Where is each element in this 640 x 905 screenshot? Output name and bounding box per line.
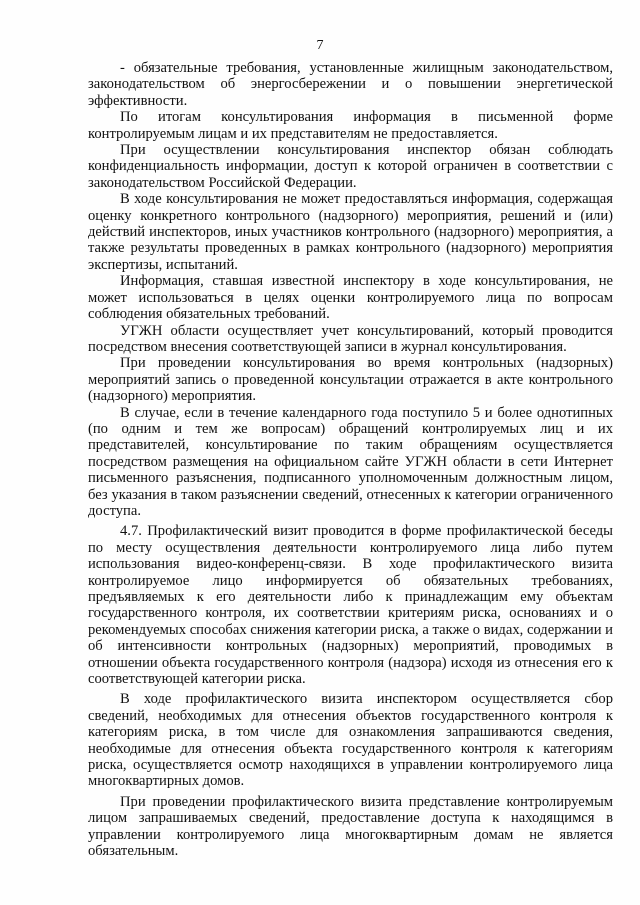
paragraph-confidentiality: При осуществлении консультирования инспектор обязан соблюдать конфиденциальность информации, доступ к которой ограничен в соответствии с законодательством Российской Федерации. bbox=[88, 142, 613, 191]
paragraph-consultation-log: УГЖН области осуществляет учет консультирований, который проводится посредством внесения соответствующей записи в журнал консультирования. bbox=[88, 322, 613, 355]
paragraph-restricted-information: В ходе консультирования не может предоставляться информация, содержащая оценку конкретного контрольного (надзорного) мероприятия, решений и (или) действий инспекторов, иных участников контрольного (надзорного) мероприятия, а также результаты проведенных в рамках контрольного (надзорного) мероприятия экспертизы, испытаний. bbox=[88, 191, 613, 273]
paragraph-repeated-requests: В случае, если в течение календарного года поступило 5 и более однотипных (по одним и тем же вопросам) обращений контролируемых лиц и их представителей, консультирование по таким обращениям осуществляется посредством размещения на официальном сайте УГЖН области в сети Интернет письменного разъяснения, подписанного уполномоченным должностным лицом, без указания в таком разъяснении сведений, отнесенных к категории ограниченного доступа. bbox=[88, 404, 613, 519]
paragraph-visit-data-collection: В ходе профилактического визита инспектором осуществляется сбор сведений, необходимых для отнесения объектов государственного контроля к категориям риска, в том числе для ознакомления запрашиваются сведения, необходимые для отнесения объекта государственного контроля к категориям риска, осуществляется осмотр находящихся в управлении контролируемого лица многоквартирных домов. bbox=[88, 691, 613, 790]
document-body bbox=[88, 60, 613, 860]
paragraph-visit-not-mandatory: При проведении профилактического визита представление контролируемым лицом запрашиваемых сведений, предоставление доступа к находящимся в управлении контролируемого лица многоквартирным домам не является обязательным. bbox=[88, 793, 613, 860]
paragraph-information-use: Информация, ставшая известной инспектору в ходе консультирования, не может использоваться в целях оценки контролируемого лица по вопросам соблюдения обязательных требований. bbox=[88, 273, 613, 323]
paragraph-preventive-visit: 4.7. Профилактический визит проводится в форме профилактической беседы по месту осуществления деятельности контролируемого лица либо путем использования видео-конференц-связи. В ходе профилактического визита контролируемое лицо информируется об обязательных требованиях, предъявляемых к его деятельности либо к принадлежащим ему объектам государственного контроля, их соответствии критериям риска, основаниях и о рекомендуемых способах снижения категории риска, а также о видах, содержании и об интенсивности контрольных (надзорных) мероприятий, проводимых в отношении объекта государственного контроля (надзора) исходя из отнесения его к соответствующей категории риска. bbox=[88, 523, 613, 688]
paragraph-consultation-during-inspection: При проведении консультирования во время контрольных (надзорных) мероприятий запись о проведенной консультации отражается в акте контрольного (надзорного) мероприятия. bbox=[88, 355, 613, 405]
paragraph-mandatory-requirements: - обязательные требования, установленные жилищным законодательством, законодательством об энергосбережении и о повышении энергетической эффективности. bbox=[88, 60, 613, 109]
page-number: 7 bbox=[316, 38, 324, 53]
paragraph-consultation-results: По итогам консультирования информация в письменной форме контролируемым лицам и их представителям не предоставляется. bbox=[88, 109, 613, 142]
